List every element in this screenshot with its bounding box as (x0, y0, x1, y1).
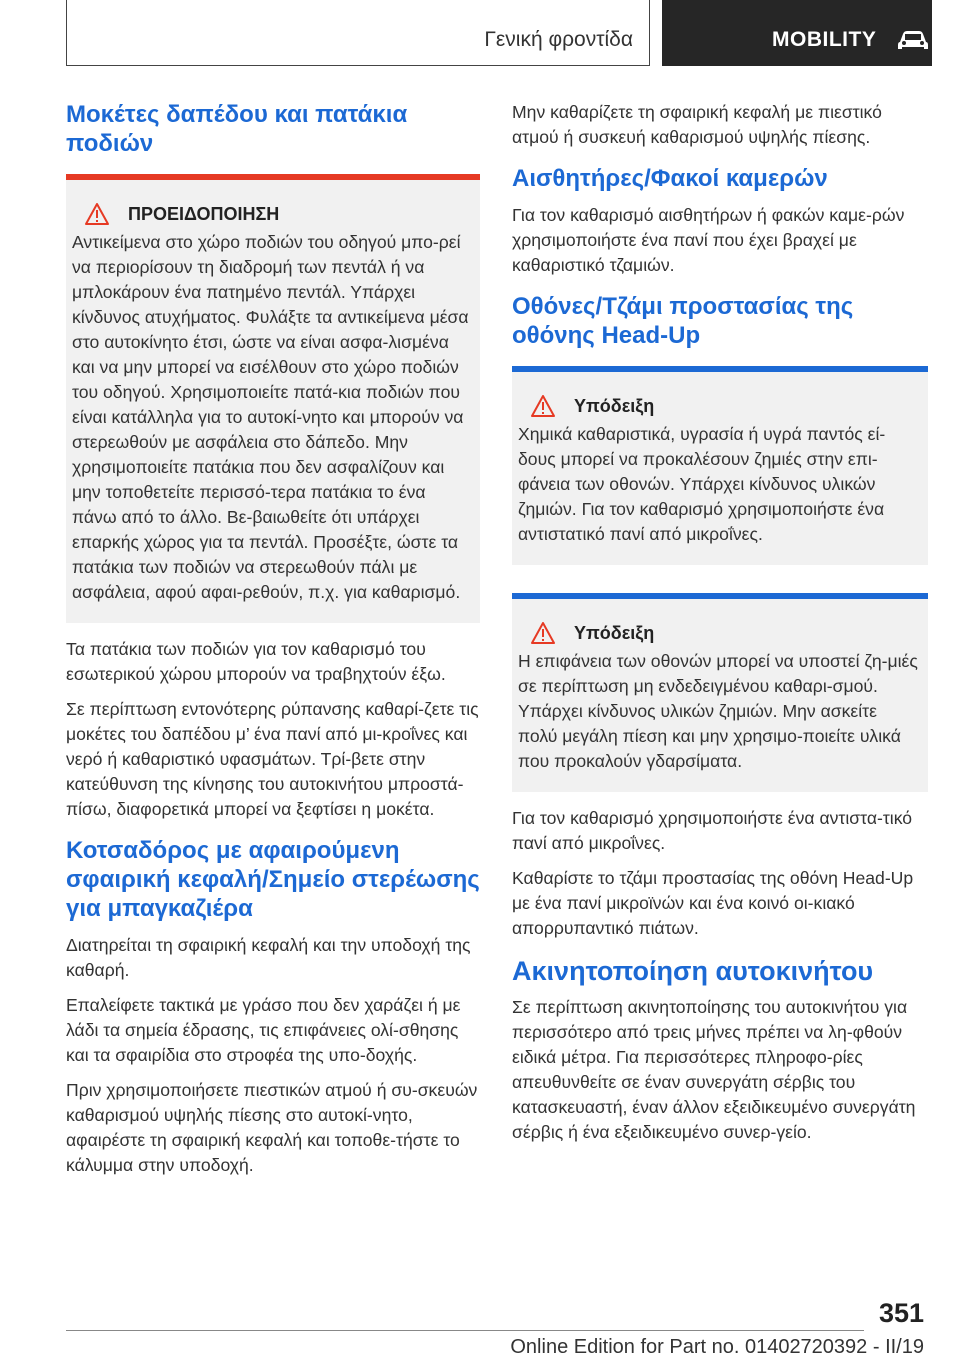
paragraph: Για τον καθαρισμό χρησιμοποιήστε ένα αντιστα-τικό πανί από μικροΐνες. (512, 808, 913, 853)
paragraph: Τα πατάκια των ποδιών για τον καθαρισμό του εσωτερικού χώρου μπορούν να τραβηχτούν έξω. (66, 639, 446, 684)
section-tab (66, 0, 650, 66)
notice-box (512, 366, 928, 565)
warning-box (66, 174, 480, 623)
heading-floor-mats: Μοκέτες δαπέδου και πατάκια ποδιών (66, 101, 408, 157)
notice-header (518, 621, 918, 645)
heading-head-up-display: Οθόνες/Τζάμι προστασίας της οθόνης Head-Up (512, 293, 854, 349)
heading-camera-sensors: Αισθητήρες/Φακοί καμερών (512, 165, 828, 192)
warning-title: ΠΡΟΕΙΔΟΠΟΙΗΣΗ (128, 203, 280, 224)
paragraph: Σε περίπτωση ακινητοποίησης του αυτοκινήτου για περισσότερο από τρεις μήνες πρέπει να λη-φθούν ειδικά μέτρα. Για περισσότερες πληροφο-ρίες απευθυνθείτε σε έναν συνεργάτη σέρβις του κατασκευαστή, έναν άλλον εξειδικευμένο συνεργάτη σέρβις ή ένα εξειδικευμένο συνερ-γείο. (512, 997, 916, 1142)
warning-triangle-icon (84, 202, 110, 226)
warning-triangle-icon (530, 394, 556, 418)
footer-divider (66, 1330, 864, 1331)
notice-title: Υπόδειξη (574, 395, 655, 416)
paragraph: Πριν χρησιμοποιήσετε πιεστικών ατμού ή συ-σκευών καθαρισμού υψηλής πίεσης στο αυτοκί-νητο, αφαιρέστε τη σφαιρική κεφαλή και τοποθε-τήστε το κάλυμμα στην υποδοχή. (66, 1080, 478, 1175)
warning-text: Αντικείμενα στο χώρο ποδιών του οδηγού μπο-ρεί να περιορίσουν τη διαδρομή των πεντάλ ή να μπλοκάρουν ένα πατημένο πεντάλ. Υπάρχει κίνδυνος ατυχήματος. Φυλάξτε τα αντικείμενα μέσα στο αυτοκίνητο έτσι, ώστε να είναι ασφα-λισμένα και να μην μπορεί να εισέλθουν στο χώρο ποδιών του οδηγού. Χρησιμοποιείτε πατά-κια ποδιών που είναι κατάλληλα για το αυτοκί-νητο και μπορούν να στερεωθούν με ασφάλεια στο δάπεδο. Μην χρησιμοποιείτε πατάκια που δεν ασφαλίζουν και μην τοποθετείτε περισσό-τερα πατάκια το ένα πάνω από το άλλο. Βε-βαιωθείτε ότι υπάρχει επαρκής χώρος για τα πεντάλ. Προσέξτε, ώστε τα πατάκια των ποδιών να στερεωθούν πάλι με ασφάλεια, αφού αφαι-ρεθούν, π.χ. για καθαρισμό. (72, 232, 469, 602)
paragraph: Επαλείφετε τακτικά με γράσο που δεν χαράζει ή με λάδι τα σημεία έδρασης, τις επιφάνειες ολί-σθησης και τα σφαιρίδια στο στροφέα της υπο-δοχής. (66, 995, 461, 1065)
footer-edition: Online Edition for Part no. 01402720392 - II/19 (510, 1336, 924, 1358)
page-number: 351 (878, 1298, 924, 1328)
warning-triangle-icon (530, 621, 556, 645)
page-header (66, 0, 932, 66)
right-column (512, 100, 928, 1155)
paragraph: Μην καθαρίζετε τη σφαιρική κεφαλή με πιεστικό ατμού ή συσκευή καθαρισμού υψηλής πίεσης. (512, 102, 882, 147)
left-column (66, 100, 480, 1188)
notice-header (518, 394, 918, 418)
category-tab (662, 0, 932, 66)
section-title: Γενική φροντίδα (484, 28, 633, 51)
notice-box (512, 593, 928, 792)
heading-trailer-hitch: Κοτσαδόρος με αφαιρούμενη σφαιρική κεφαλή/Σημείο στερέωσης για μπαγκαζιέρα (66, 837, 480, 922)
notice-text: Χημικά καθαριστικά, υγρασία ή υγρά παντός εί-δους μπορεί να προκαλέσουν ζημιές στην επι-φάνεια των οθονών. Υπάρχει κίνδυνος υλικών ζημιών. Για τον καθαρισμό χρησιμοποιήστε ένα αντιστατικό πανί από μικροΐνες. (518, 424, 886, 544)
paragraph: Σε περίπτωση εντονότερης ρύπανσης καθαρί-ζετε τις μοκέτες του δαπέδου μ’ ένα πανί από μι-κροΐνες και νερό ή καθαριστικό υφασμάτων. Τρί-βετε στην κατεύθυνση της κίνησης του αυτοκινήτου μπροστά-πίσω, διαφορετικά μπορεί να ξεφτίσει η μοκέτα. (66, 699, 479, 819)
car-icon (896, 28, 930, 52)
paragraph: Καθαρίστε το τζάμι προστασίας της οθόνη Head-Up με ένα πανί μικροϊνών και ένα κοινό οι-κιακό απορρυπαντικό πιάτων. (512, 868, 914, 938)
heading-vehicle-storage: Ακινητοποίηση αυτοκινήτου (512, 956, 874, 986)
paragraph: Διατηρείται τη σφαιρική κεφαλή και την υποδοχή της καθαρή. (66, 935, 471, 980)
category-label: MOBILITY (772, 28, 877, 51)
paragraph: Για τον καθαρισμό αισθητήρων ή φακών καμε-ρών χρησιμοποιήστε ένα πανί που έχει βραχεί με καθαριστικό τζαμιών. (512, 205, 905, 275)
notice-text: Η επιφάνεια των οθονών μπορεί να υποστεί ζη-μιές σε περίπτωση μη ενδεδειγμένου καθαρι-σμού. Υπάρχει κίνδυνος υλικών ζημιών. Μην ασκείτε πολύ μεγάλη πίεση και μην χρησιμο-ποιείτε υλικά που προκαλούν γδαρσίματα. (518, 651, 918, 771)
notice-title: Υπόδειξη (574, 622, 655, 643)
warning-header (72, 202, 470, 226)
